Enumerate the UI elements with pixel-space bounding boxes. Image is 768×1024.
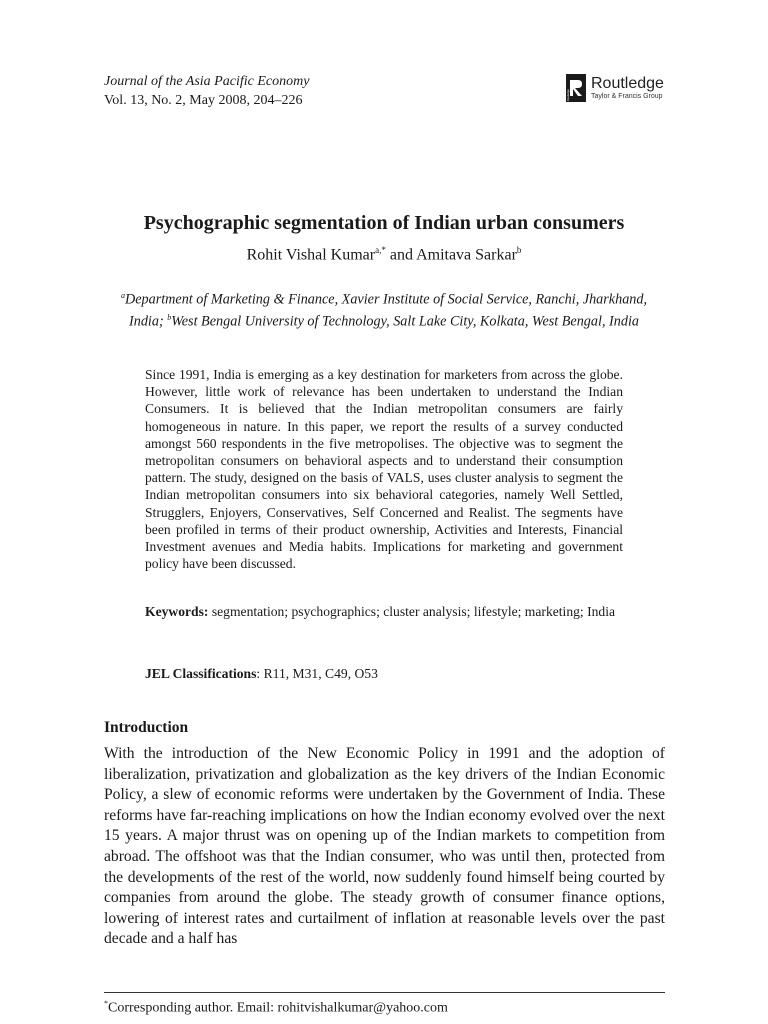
keywords bbox=[145, 603, 623, 620]
affiliation-b: West Bengal University of Technology, Salt Lake City, Kolkata, West Bengal, India bbox=[171, 313, 639, 330]
footnote-text: Corresponding author. Email: rohitvishalkumar@yahoo.com bbox=[108, 1000, 448, 1016]
author-separator: and bbox=[385, 246, 417, 264]
jel-classifications bbox=[145, 665, 623, 682]
author-line bbox=[0, 245, 768, 264]
jel-codes: : R11, M31, C49, O53 bbox=[256, 666, 378, 681]
abstract: Since 1991, India is emerging as a key destination for marketers from across the globe. However, little work of relevance has been undertaken to understand the Indian Consumers. It is believed that the Indian metropolitan consumers are fairly homogeneous in nature. In this paper, we report the results of a survey conducted amongst 560 respondents in the five metropolises. The objective was to segment the metropolitan consumers on behavioral aspects and to understand their consumption pattern. The study, designed on the basis of VALS, uses cluster analysis to segment the Indian metropolitan consumers into six behavioral categories, namely Well Settled, Strugglers, Enjoyers, Conservatives, Self Concerned and Realist. The segments have been profiled in terms of their product ownership, Activities and Interests, Financial Investment avenues and Media habits. Implications for marketing and government policy have been discussed. bbox=[145, 367, 623, 572]
journal-header bbox=[104, 72, 309, 110]
journal-volume: Vol. 13, No. 2, May 2008, 204–226 bbox=[104, 93, 303, 108]
affil-marker: b bbox=[167, 313, 172, 323]
publisher-name: Routledge bbox=[591, 74, 664, 92]
affiliations bbox=[120, 287, 648, 331]
footnote-divider bbox=[104, 992, 665, 993]
article-title: Psychographic segmentation of Indian urban consumers bbox=[143, 212, 625, 234]
author-affil-marker: a,* bbox=[375, 245, 386, 255]
publisher-group: Taylor & Francis Group bbox=[591, 92, 663, 100]
jel-label: JEL Classifications bbox=[145, 666, 257, 681]
affiliation-a: Department of Marketing & Finance, Xavier Institute of Social Service, Ranchi, Jharkhand, India; bbox=[124, 291, 648, 330]
affil-marker: a bbox=[120, 291, 125, 300]
journal-name: Journal of the Asia Pacific Economy bbox=[104, 74, 310, 89]
logo-spine-text: Routledge bbox=[566, 89, 570, 101]
keywords-text: segmentation; psychographics; cluster analysis; lifestyle; marketing; India bbox=[211, 604, 616, 619]
footnote bbox=[104, 999, 448, 1017]
routledge-r-icon bbox=[566, 74, 586, 102]
footnote-marker: * bbox=[104, 999, 108, 1008]
author-name: Amitava Sarkar bbox=[416, 246, 517, 264]
author-affil-marker: b bbox=[516, 245, 522, 255]
section-heading: Introduction bbox=[104, 719, 189, 736]
publisher-logo bbox=[566, 74, 664, 102]
introduction-paragraph: With the introduction of the New Economic Policy in 1991 and the adoption of liberalization, privatization and globalization as the key drivers of the Indian Economic Policy, a slew of economic reforms were undertaken by the Government of India. These reforms have far-reaching implications on how the Indian economy evolved over the next 15 years. A major thrust was on opening up of the Indian markets to competition from abroad. The offshoot was that the Indian consumer, who was until then, protected from the developments of the rest of the world, now suddenly found himself being courted by companies from around the globe. The steady growth of consumer finance options, lowering of interest rates and curtailment of inflation at reasonable levels over the past decade and a half has bbox=[104, 745, 665, 948]
keywords-label: Keywords: bbox=[145, 604, 209, 619]
author-name: Rohit Vishal Kumar bbox=[246, 246, 376, 264]
